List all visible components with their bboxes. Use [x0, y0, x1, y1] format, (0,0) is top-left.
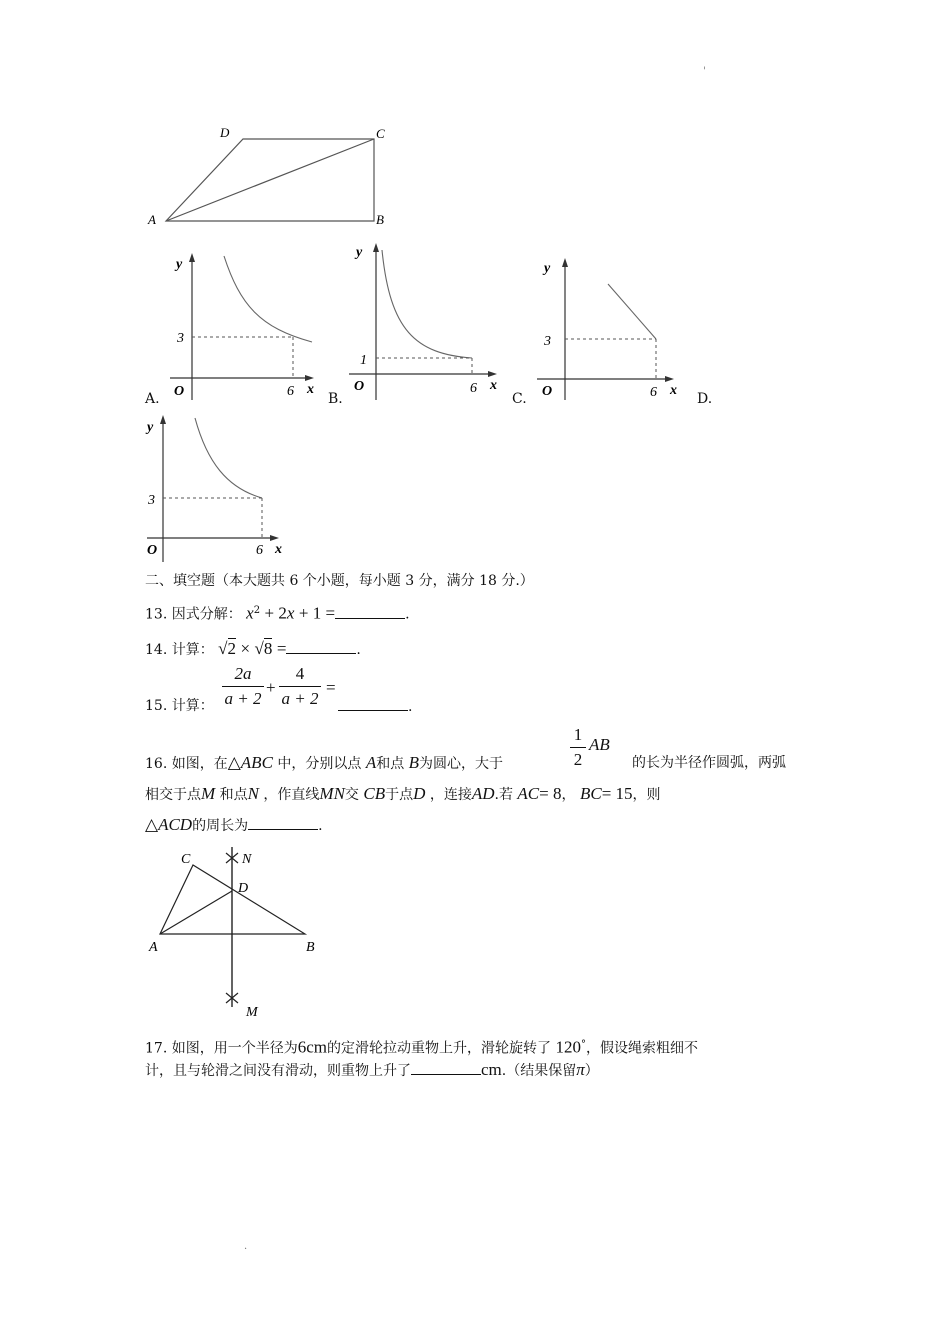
graph-option-a	[160, 250, 330, 405]
question-17-line-2: 计，且与轮滑之间没有滑动，则重物上升了 cm.（结果保留π）	[145, 1060, 599, 1079]
svg-text:3: 3	[177, 331, 184, 346]
option-d-label: D.	[697, 391, 713, 407]
answer-blank-15	[338, 696, 408, 711]
question-15-prefix: 15. 计算：	[145, 698, 214, 714]
svg-text:B: B	[306, 940, 315, 955]
svg-text:6: 6	[650, 385, 657, 400]
svg-text:D: D	[238, 881, 249, 896]
svg-text:C: C	[181, 852, 191, 867]
svg-text:y: y	[356, 245, 363, 260]
question-14: 14. 计算： √2 × √8 = .	[145, 639, 361, 658]
svg-text:3: 3	[148, 493, 155, 508]
graph-option-c	[535, 255, 690, 400]
svg-text:x: x	[275, 542, 282, 557]
option-c-label: C.	[512, 391, 527, 407]
svg-text:x: x	[670, 383, 677, 398]
document-page: ' D C A B y 3 O 6 x A. y 1 O 6 x B. y 3 O 6 x C. D. y 3 O 6 x 二、填空题（本大题共 6 个小题，每小题 3 分，满分 18 分.） 13. 因式分解： $x^2 + 2x + 1$ = . 14. 计算： √2 × √8 = . 15. 计算： 2a a + 2 + 4 a + 2 = . 16. 如图，在△ABC 中，分别以点 A和点 B为圆心，大于 1 2 AB 的长为半径作圆弧，两弧 相交于点M 和点N ，作直线MN交 CB于点D ，连接AD.若 AC= 8， BC= 15，则 △ACD的周长为 . C N D A B M 17. 如图，用一个半径为6cm的定滑轮拉动重物上升，滑轮旋转了 120°，假设绳索粗细不 计，且与轮滑之间没有滑动，则重物上升了 cm.（结果保留π） ·	[0, 0, 950, 1344]
answer-blank-13	[335, 604, 405, 619]
question-16-line-1: 16. 如图，在△ABC 中，分别以点 A和点 B为圆心，大于	[145, 753, 504, 772]
footer-mark: ·	[244, 1244, 248, 1255]
section-title: 二、填空题（本大题共 6 个小题，每小题 3 分，满分 18 分.）	[145, 573, 534, 589]
label-b: B	[376, 212, 384, 227]
svg-text:y: y	[544, 261, 551, 276]
label-a: A	[148, 212, 156, 227]
svg-text:1: 1	[360, 353, 367, 368]
fraction-2: 4 a + 2	[279, 664, 321, 709]
svg-text:x: x	[490, 378, 497, 393]
svg-text:y: y	[147, 420, 154, 435]
svg-text:6: 6	[470, 381, 477, 396]
svg-text:y: y	[176, 257, 183, 272]
svg-text:3: 3	[544, 334, 551, 349]
svg-text:O: O	[147, 543, 158, 558]
option-b-label: B.	[328, 391, 343, 407]
fraction-1: 2a a + 2	[222, 664, 264, 709]
question-17-line-1: 17. 如图，用一个半径为6cm的定滑轮拉动重物上升，滑轮旋转了 120°，假设绳索粗细不	[145, 1037, 698, 1057]
graph-option-b	[345, 240, 510, 402]
answer-blank-17	[411, 1060, 481, 1075]
label-d: D	[220, 125, 230, 140]
question-13: 13. 因式分解： $x^2 + 2x + 1$ = .	[145, 603, 410, 623]
question-16-line-3: △ACD的周长为 .	[145, 815, 323, 834]
option-a-label: A.	[145, 391, 160, 407]
fraction-half: 1 2	[570, 725, 586, 770]
svg-text:x: x	[307, 382, 314, 397]
svg-text:A: A	[149, 940, 158, 955]
figure-quadrilateral	[140, 118, 400, 233]
label-c: C	[376, 126, 385, 141]
svg-text:M: M	[246, 1005, 258, 1020]
answer-blank-14	[286, 639, 356, 654]
svg-text:O: O	[542, 384, 553, 399]
answer-blank-16	[248, 815, 318, 830]
corner-mark: '	[703, 66, 706, 77]
svg-text:6: 6	[287, 384, 294, 399]
question-16-line-2: 相交于点M 和点N ，作直线MN交 CB于点D ，连接AD.若 AC= 8， BC= 15，则	[145, 784, 661, 803]
svg-text:O: O	[174, 384, 185, 399]
svg-text:6: 6	[256, 543, 263, 558]
figure-triangle-16	[143, 845, 328, 1023]
svg-text:O: O	[354, 379, 365, 394]
graph-option-d	[143, 412, 298, 562]
svg-text:N: N	[242, 852, 252, 867]
